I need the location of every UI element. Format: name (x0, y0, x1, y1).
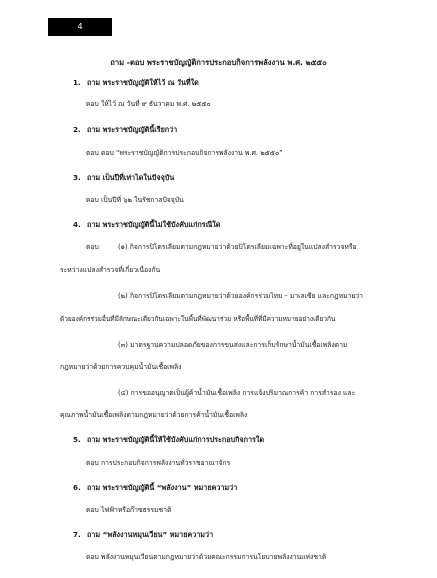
question-number: 3. (73, 173, 81, 182)
answer-2: ตอบ ตอบ “พระราชบัญญัติการประกอบกิจการพลังงาน พ.ศ. ๒๕๕๐” (86, 149, 283, 157)
answer-1: ตอบ ให้ไว้ ณ วันที่ ๙ ธันวาคม พ.ศ. ๒๕๕๐ (86, 100, 211, 108)
question-text: ถาม พระราชบัญญัตินี้ให้ใช้บังคับแก่การประกอบกิจการใด (87, 435, 265, 444)
question-1 (73, 78, 199, 87)
answer-4-label: ตอบ (86, 243, 99, 251)
question-3 (73, 173, 174, 182)
page-number: 4 (48, 18, 112, 36)
question-7 (73, 530, 213, 539)
answer-4-item-2-line-1: (๒) กิจการปิโตรเลียมตามกฎหมายว่าด้วยองค์กรร่วมไทย – มาเลเซีย และกฎหมายว่า (118, 292, 363, 300)
answer-4-item-4-line-2: คุณภาพน้ำมันเชื้อเพลิงตามกฎหมายว่าด้วยการค้าน้ำมันเชื้อเพลิง (60, 411, 248, 419)
answer-5: ตอบ การประกอบกิจการพลังงานทั่วราชอาณาจักร (86, 459, 231, 467)
answer-4-item-4-line-1: (๔) การขออนุญาตเป็นผู้ค้าน้ำมันเชื้อเพลิง การแจ้งปริมาณการค้า การสำรอง และ (118, 389, 356, 397)
question-text: ถาม เป็นปีที่เท่าไดในปัจจุบัน (87, 173, 175, 182)
question-2 (73, 125, 177, 134)
document-title: ถาม -ตอบ พระราชบัญญัติการประกอบกิจการพลังงาน พ.ศ. ๒๕๕๐ (110, 58, 327, 67)
answer-4-item-1-line-2: ระหว่างแปลงสำรวจที่เกี่ยวเนื่องกัน (60, 266, 161, 274)
question-5 (73, 435, 264, 444)
answer-7: ตอบ พลังงานหมุนเวียนตามกฎหมายว่าด้วยคณะกรรมการนโยบายพลังงานแห่งชาติ (86, 553, 327, 561)
answer-4-item-3-line-1: (๓) มาตรฐานความปลอดภัยของการขนส่งและการเก็บรักษาน้ำมันเชื้อเพลิงตาม (118, 341, 348, 349)
question-number: 7. (73, 530, 81, 539)
answer-4-item-2-line-2: ด้วยองค์กรร่วมอื่นที่มีลักษณะเดียวกันเฉพาะในพื้นที่พัฒนาร่วม หรือพื้นที่ที่มีความหมายอย่างเดียวกัน (60, 315, 336, 323)
question-number: 2. (73, 125, 81, 134)
answer-6: ตอบ ไฟฟ้าหรือก๊าซธรรมชาติ (86, 506, 172, 514)
answer-4-item-3-line-2: กฎหมายว่าด้วยการควบคุมน้ำมันเชื้อเพลิง (60, 363, 182, 371)
question-4 (73, 220, 220, 229)
question-6 (73, 483, 237, 492)
question-number: 6. (73, 483, 81, 492)
question-text: ถาม พระราชบัญญัติให้ไว้ ณ วันที่ใด (87, 78, 199, 87)
question-number: 1. (73, 78, 81, 87)
question-number: 5. (73, 435, 81, 444)
question-text: ถาม “พลังงานหมุนเวียน” หมายความว่า (87, 530, 214, 539)
question-number: 4. (73, 220, 81, 229)
question-text: ถาม พระราชบัญญัตินี้ไม่ใช้บังคับแก่กรณีใด (87, 220, 221, 229)
answer-3: ตอบ เป็นปีที่ ๖๒ ในรัชกาลปัจจุบัน (86, 196, 184, 204)
question-text: ถาม พระราชบัญญัตินี้ “พลังงาน” หมายความว่า (87, 483, 238, 492)
answer-4-item-1-line-1: (๑) กิจการปิโตรเลียมตามกฎหมายว่าด้วยปิโตรเลียมเฉพาะที่อยู่ในแปลงสำรวจหรือ (118, 243, 357, 251)
question-text: ถาม พระราชบัญญัตินี้เรียกว่า (87, 125, 178, 134)
